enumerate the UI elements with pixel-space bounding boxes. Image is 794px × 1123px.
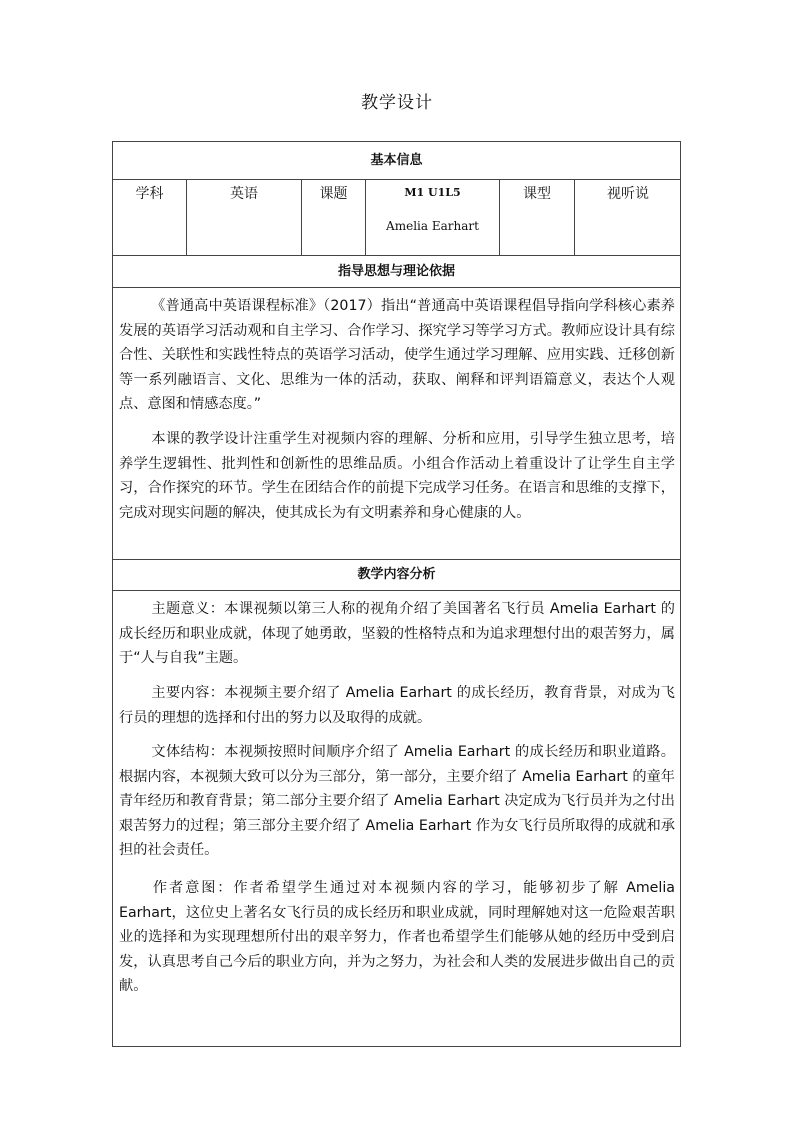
divider bbox=[113, 590, 680, 591]
type-value: 视听说 bbox=[607, 186, 649, 202]
lesson-design-table bbox=[112, 141, 681, 1047]
subject-label: 学科 bbox=[135, 186, 164, 202]
divider bbox=[113, 559, 680, 560]
guiding-paragraph: 本课的教学设计注重学生对视频内容的理解、分析和应用，引导学生独立思考，培养学生逻辑性、批判性和创新性的思维品质。小组合作活动上着重设计了让学生自主学习，合作探究的环节。学生在团结合作的前提下完成学习任务。在语言和思维的支撑下，完成对现实问题的解决，使其成长为有文明素养和身心健康的人。 bbox=[119, 431, 675, 521]
type-label: 课型 bbox=[523, 186, 551, 202]
content-paragraph: 文体结构：本视频按照时间顺序介绍了 Amelia Earhart 的成长经历和职业道路。根据内容，本视频大致可以分为三部分，第一部分，主要介绍了 Amelia Earhart 的童年青年经历和教育背景；第二部分主要介绍了 Amelia Earhart 决定成为飞行员并为之付出艰苦努力的过程；第三部分主要介绍了 Amelia Earhart 作为女飞行员所取得的成就和承担的社会责任。 bbox=[119, 744, 675, 858]
content-paragraph: 主题意义：本课视频以第三人称的视角介绍了美国著名飞行员 Amelia Earhart 的成长经历和职业成就，体现了她勇敢，坚毅的性格特点和为追求理想付出的艰苦努力，属于“人与自我”主题。 bbox=[119, 601, 675, 666]
content-analysis-heading: 教学内容分析 bbox=[357, 567, 436, 582]
content-paragraph: 主要内容：本视频主要介绍了 Amelia Earhart 的成长经历，教育背景，对成为飞行员的理想的选择和付出的努力以及取得的成就。 bbox=[119, 685, 675, 726]
guiding-heading: 指导思想与理论依据 bbox=[337, 264, 455, 279]
document-title: 教学设计 bbox=[361, 93, 433, 113]
basic-info-heading: 基本信息 bbox=[370, 153, 423, 168]
divider bbox=[113, 255, 680, 256]
topic-cell bbox=[366, 179, 499, 233]
topic-code: M1 U1L5 bbox=[404, 186, 461, 199]
topic-name: Amelia Earhart bbox=[386, 219, 479, 233]
guiding-paragraph: 《普通高中英语课程标准》（2017）指出“普通高中英语课程倡导指向学科核心素养发展的英语学习活动观和自主学习、合作学习、探究学习等学习方式。教师应设计具有综合性、关联性和实践性特点的英语学习活动，使学生通过学习理解、应用实践、迁移创新等一系列融语言、文化、思维为一体的活动，获取、阐释和评判语篇意义，表达个人观点、意图和情感态度。” bbox=[119, 298, 675, 412]
subject-value: 英语 bbox=[230, 186, 258, 202]
topic-label: 课题 bbox=[319, 186, 348, 202]
divider bbox=[113, 287, 680, 288]
content-paragraph: 作者意图：作者希望学生通过对本视频内容的学习，能够初步了解 Amelia Earhart，这位史上著名女飞行员的成长经历和职业成就，同时理解她对这一危险艰苦职业的选择和为实现理想所付出的艰辛努力，作者也希望学生们能够从她的经历中受到启发，认真思考自己今后的职业方向，并为之努力，为社会和人类的发展进步做出自己的贡献。 bbox=[119, 880, 675, 994]
